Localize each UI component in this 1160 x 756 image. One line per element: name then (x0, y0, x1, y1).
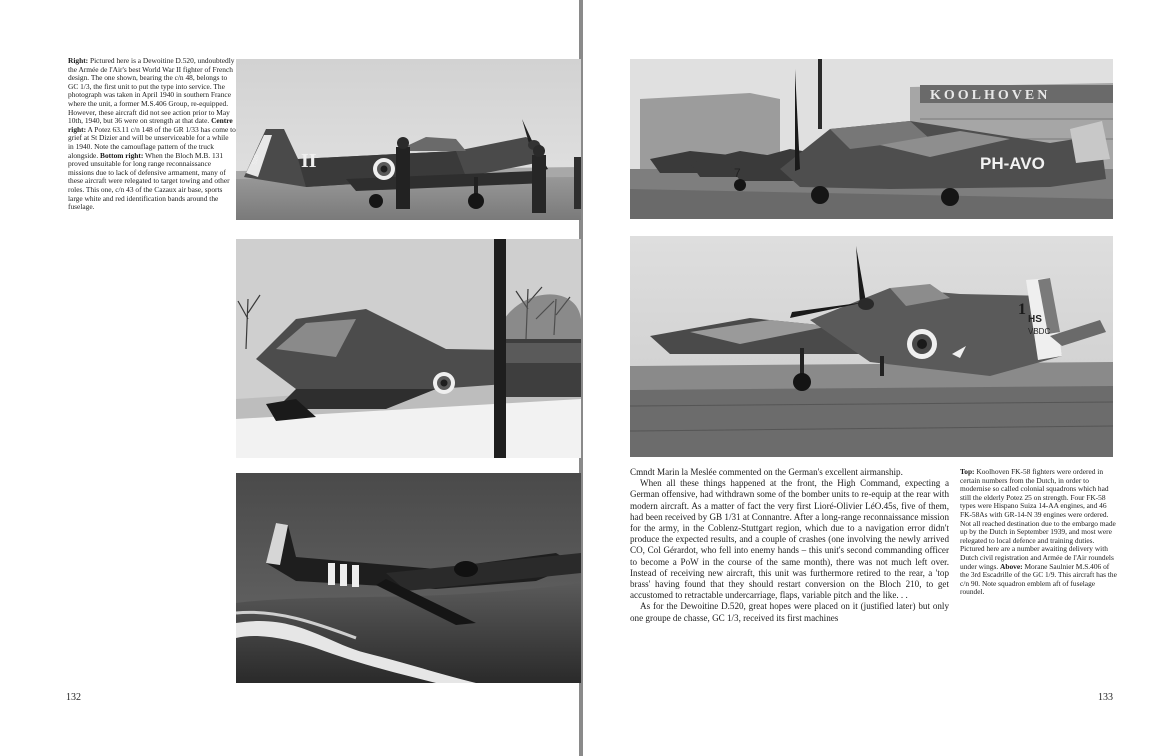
tail-serial-text: VBDC (1028, 327, 1051, 336)
caption-lead: Centre right: (68, 116, 233, 134)
bloch-mb131-photo (236, 473, 581, 683)
caption-text: When the Bloch M.B. 131 proved unsuitable for long range reconnaissance missions due to lack of defensive armament, many of these aircraft were relegated to target towing and other roles. This one, c/n 43 of the Cazaux air base, sports large white and red identification bands around the fuselage. (68, 150, 230, 212)
civil-registration-text: PH-AVO (980, 154, 1045, 173)
koolhoven-fk58-photo (630, 59, 1113, 219)
caption-text: Morane Saulnier M.S.406 of the 3rd Escadrille of the GC 1/9. This aircraft has the c/n 90. Note squadron emblem aft of fuselage roundel. (960, 561, 1117, 597)
potez-63-11-photo (236, 239, 581, 458)
body-text-column (630, 467, 949, 624)
tail-code-text: HS (1028, 314, 1042, 325)
caption-text: Koolhoven FK-58 fighters were ordered in certain numbers from the Dutch, in order to modernise so called colonial squadrons which had still the elderly Potez 25 on strength. Four FK-58 types were Hispano Suiza 14-AA engines, and 46 FK-58As with GR-14-N 39 engines were ordered. Not all reached destination due to the embargo made up by the Dutch in September 1939, and most were relegated to local defence and training duties. Pictured here are a number awaiting delivery with Dutch civil registration and Armée de l'Air roundels under wings. (960, 467, 1116, 571)
right-page-number: 133 (1098, 692, 1113, 703)
left-caption (68, 57, 236, 212)
caption-lead: Right: (68, 56, 89, 65)
right-caption (960, 468, 1118, 597)
hangar-sign-text: KOOLHOVEN (930, 88, 1051, 103)
morane-saulnier-ms406-photo (630, 236, 1113, 457)
fuselage-number-text: 1 (1018, 301, 1026, 318)
body-paragraph: As for the Dewoitine D.520, great hopes were placed on it (justified later) but only one groupe de chasse, GC 1/3, received its first machines (630, 601, 949, 623)
caption-text: Pictured here is a Dewoitine D.520, undoubtedly the Armée de l'Air's best World War II fighter of French design. The one shown, bearing the c/n 48, belongs to GC 1/3, the first unit to put the type into service. The photograph was taken in April 1940 in southern France where the unit, a former M.S.406 Group, re-equipped. However, these aircraft did not see action prior to May 10th, 1940, but 36 were on strength at that date. (68, 56, 235, 126)
dewoitine-d520-photo (236, 59, 581, 220)
aircraft-number-text: 7 (734, 166, 741, 180)
left-page-number: 132 (66, 692, 81, 703)
body-paragraph: When all these things happened at the front, the High Command, expecting a German offensive, had withdrawn some of the bomber units to re-equip at the rear with modern aircraft. As a matter of fact the very first Lioré-Olivier LéO.45s, five of them, had been received by GB 1/31 at Connantre. After a long-range reconnaissance mission for the army, in the Coblenz-Stuttgart region, which due to a navigation error didn't produce the expected results, and a couple of crashes (one involving the newly arrived CO, Col Gérardot, who fell into enemy hands – this unit's second commanding officer to become a PoW in the course of the same month), there was not much left over. Instead of receiving new aircraft, this unit was furthermore retired to the rear, a 'top brass' having found that they should restart conversion on the Bloch 210, to get accustomed to retractable undercarriage, flaps, variable pitch and the like. . . (630, 478, 949, 601)
caption-text: A Potez 63.11 c/n 148 of the GR 1/33 has come to grief at St Dizier and will be unserviceable for a while in 1940. Note the camouflage pattern of the truck alongside. (68, 124, 236, 160)
tail-number-text: II (301, 150, 317, 172)
caption-lead: Bottom right: (100, 150, 144, 160)
caption-lead: Above: (1000, 561, 1023, 571)
caption-lead: Top: (960, 467, 975, 476)
rudder-code-text: 520 (252, 154, 261, 166)
body-paragraph: Cmndt Marin la Meslée commented on the German's excellent airmanship. (630, 467, 903, 477)
